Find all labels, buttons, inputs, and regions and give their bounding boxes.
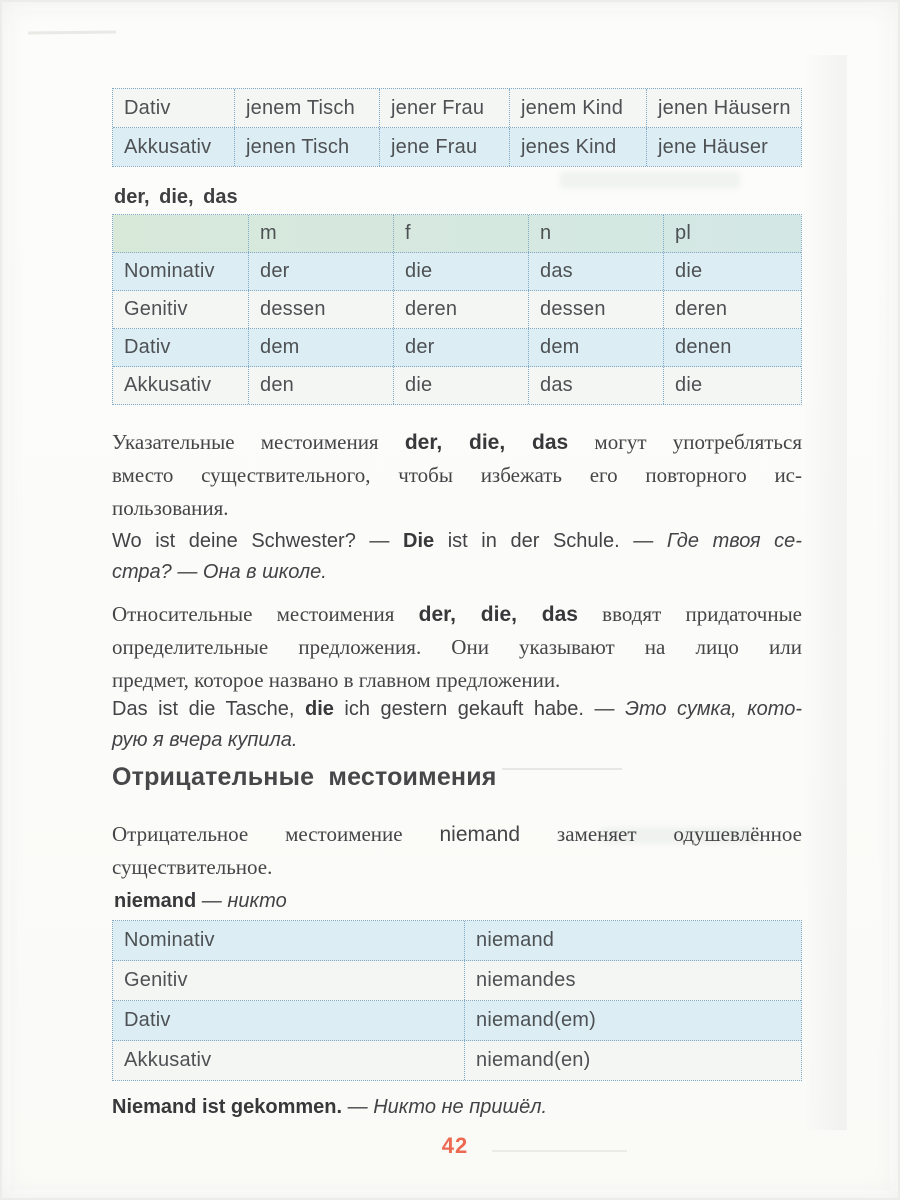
- example-tasche: [112, 694, 802, 756]
- table-cell: jenen Häusern: [646, 89, 801, 127]
- table-cell: die: [663, 253, 801, 290]
- table-cell: jenem Kind: [509, 89, 646, 127]
- table-cell: pl: [663, 215, 801, 252]
- der-die-das-caption: der, die, das: [114, 186, 238, 208]
- text-segment: предмет, которое названо в главном предложении.: [112, 668, 561, 692]
- table-row: [113, 128, 801, 166]
- table-cell: Dativ: [124, 336, 171, 358]
- table-cell: deren: [393, 291, 528, 328]
- text-line: [112, 818, 802, 851]
- paragraph-relative-pronouns: [112, 598, 802, 697]
- text-line: [112, 459, 802, 492]
- niemand-declension-table: [112, 920, 802, 1081]
- table-cell: niemand: [464, 921, 801, 960]
- text-segment: Wo ist deine Schwester? —: [112, 530, 403, 552]
- table-cell: Akkusativ: [124, 374, 212, 396]
- text-line: [114, 889, 804, 913]
- text-segment: Niemand ist gekommen.: [112, 1096, 343, 1118]
- text-segment: стра? — Она в школе.: [112, 561, 327, 583]
- page-number: 42: [441, 1133, 469, 1158]
- table-cell: jener Frau: [379, 89, 509, 127]
- table-row: [113, 367, 801, 404]
- table-cell: den: [248, 367, 393, 404]
- table-cell: Dativ: [124, 1009, 171, 1031]
- text-line: [112, 664, 802, 697]
- table-cell: [113, 215, 248, 252]
- text-line: [112, 725, 802, 756]
- table-row: [113, 291, 801, 329]
- text-segment: Никто не пришёл.: [373, 1096, 548, 1118]
- text-segment: —: [196, 890, 228, 912]
- table-cell: niemandes: [464, 961, 801, 1000]
- table-row: [113, 921, 801, 961]
- table-row: [113, 215, 801, 253]
- table-cell: Nominativ: [124, 260, 215, 282]
- table-cell: dem: [528, 329, 663, 366]
- text-segment: Где твоя се-: [666, 530, 802, 552]
- table-cell: n: [528, 215, 663, 252]
- table-cell: Dativ: [124, 96, 171, 119]
- table-cell: jenes Kind: [509, 128, 646, 166]
- text-segment: существительное.: [112, 855, 273, 879]
- table-row: [113, 961, 801, 1001]
- text-line: [112, 426, 802, 459]
- table-cell: niemand(en): [464, 1041, 801, 1080]
- table-cell: jene Häuser: [646, 128, 801, 166]
- text-line: [112, 694, 802, 725]
- text-segment: der, die, das: [404, 431, 569, 454]
- table-cell: dem: [248, 329, 393, 366]
- table-cell: der: [393, 329, 528, 366]
- text-segment: die: [304, 698, 334, 720]
- table-cell: m: [248, 215, 393, 252]
- text-segment: der, die, das: [418, 603, 578, 626]
- example-schwester: [112, 526, 802, 588]
- example-niemand: [112, 1092, 802, 1123]
- text-segment: Die: [403, 530, 435, 552]
- jener-declension-table: [112, 88, 802, 167]
- table-row: [113, 89, 801, 128]
- text-segment: пользования.: [112, 496, 229, 520]
- text-segment: Это сумка, кото-: [625, 698, 802, 720]
- text-line: [112, 1092, 802, 1123]
- text-line: [112, 492, 802, 525]
- text-segment: Das ist die Tasche,: [112, 698, 305, 720]
- niemand-caption: [114, 889, 804, 913]
- table-cell: denen: [663, 329, 801, 366]
- table-cell: dessen: [248, 291, 393, 328]
- paragraph-demonstrative-pronouns: [112, 426, 802, 525]
- text-line: [112, 598, 802, 631]
- der-die-das-declension-table: [112, 214, 802, 405]
- table-cell: Akkusativ: [124, 1049, 212, 1071]
- table-cell: jenen Tisch: [234, 128, 379, 166]
- text-segment: Указательные местоимения: [112, 430, 405, 454]
- text-segment: ist in der Schule. —: [434, 530, 667, 552]
- text-segment: определительные предложения. Они указывают на лицо или: [112, 635, 802, 659]
- text-segment: —: [342, 1096, 374, 1118]
- table-cell: dessen: [528, 291, 663, 328]
- table-row: [113, 1001, 801, 1041]
- text-segment: niemand: [439, 823, 521, 846]
- table-cell: niemand(em): [464, 1001, 801, 1040]
- text-segment: niemand: [114, 890, 197, 912]
- table-cell: jenem Tisch: [234, 89, 379, 127]
- table-cell: Genitiv: [124, 298, 188, 320]
- table-cell: Nominativ: [124, 929, 215, 951]
- text-line: [112, 631, 802, 664]
- table-cell: die: [663, 367, 801, 404]
- text-line: [112, 557, 802, 588]
- table-cell: das: [528, 253, 663, 290]
- table-cell: Akkusativ: [124, 135, 212, 158]
- table-cell: f: [393, 215, 528, 252]
- text-segment: ich gestern gekauft habe. —: [333, 698, 626, 720]
- text-segment: заменяет одушевлённое: [520, 822, 802, 846]
- table-cell: Genitiv: [124, 969, 188, 991]
- text-segment: рую я вчера купила.: [112, 729, 298, 751]
- text-segment: Относительные местоимения: [112, 602, 419, 626]
- table-row: [113, 329, 801, 367]
- table-cell: deren: [663, 291, 801, 328]
- text-segment: Отрицательное местоимение: [112, 822, 440, 846]
- table-cell: das: [528, 367, 663, 404]
- text-line: [112, 526, 802, 557]
- text-segment: никто: [227, 890, 287, 912]
- text-segment: вводят придаточные: [577, 602, 802, 626]
- table-row: [113, 253, 801, 291]
- paragraph-negative-pronoun: [112, 818, 802, 884]
- table-cell: jene Frau: [379, 128, 509, 166]
- table-cell: die: [393, 367, 528, 404]
- table-row: [113, 1041, 801, 1080]
- text-segment: вместо существительного, чтобы избежать его повторного ис-: [112, 463, 802, 487]
- section-heading-negative-pronouns: Отрицательные местоимения: [112, 763, 497, 791]
- text-segment: могут употребляться: [568, 430, 802, 454]
- text-line: [112, 851, 802, 884]
- table-cell: der: [248, 253, 393, 290]
- table-cell: die: [393, 253, 528, 290]
